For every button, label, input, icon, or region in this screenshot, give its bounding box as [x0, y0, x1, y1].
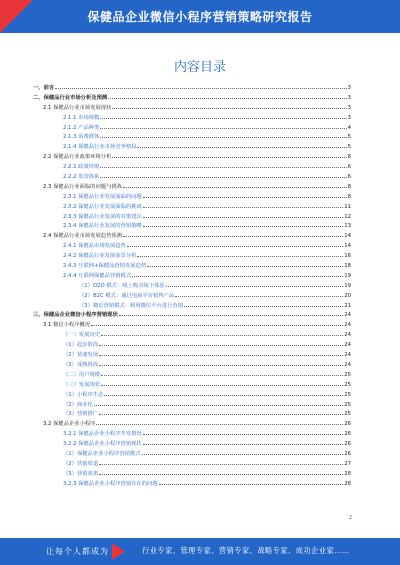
- toc-entry-page: 12: [344, 213, 351, 220]
- toc-leader-dots: [100, 118, 346, 119]
- toc-entry[interactable]: [33, 272, 351, 282]
- toc-leader-dots: [101, 335, 343, 336]
- toc-entry[interactable]: [33, 321, 351, 331]
- toc-entry[interactable]: [33, 410, 351, 420]
- toc-entry[interactable]: [33, 84, 351, 94]
- toc-entry-page: 27: [344, 460, 351, 467]
- toc-entry-title: （3）营销推广: [63, 411, 99, 418]
- toc-entry-title: 2.3.3 保健品行业发展的对策建议: [63, 213, 142, 220]
- toc-entry-page: 19: [344, 272, 351, 279]
- toc-entry[interactable]: [33, 163, 351, 173]
- toc-entry-title: （1）O2O 模式：线上购买线下体验: [79, 282, 165, 289]
- toc-entry-title: 三、保健品企业微信小程序营销现状: [33, 312, 118, 319]
- toc-entry[interactable]: [33, 292, 351, 302]
- toc-entry-title: 2.3.1 保健品行业发展面临的问题: [63, 193, 142, 200]
- footer-arrow-icon: [112, 543, 125, 560]
- toc-entry-title: 2.3 保健品行业面临的问题与挑战: [43, 183, 122, 190]
- toc-entry[interactable]: [33, 242, 351, 252]
- toc-entry-page: 24: [344, 322, 351, 329]
- toc-entry-page: 3: [347, 114, 351, 121]
- toc-leader-dots: [127, 246, 343, 247]
- toc-leader-dots: [101, 375, 343, 376]
- toc-entry-title: 3.2 保健品企业小程序: [43, 421, 96, 428]
- toc-leader-dots: [100, 137, 346, 138]
- toc-entry-title: 2.1.3 消费群体: [63, 134, 100, 141]
- toc-entry-page: 6: [347, 174, 351, 181]
- toc-entry-title: 2.4.3 互联网+保健品营销发展趋势: [63, 263, 147, 270]
- toc-leader-dots: [104, 395, 343, 396]
- report-title: 保健品企业微信小程序营销策略研究报告: [87, 10, 313, 24]
- toc-entry-page: 21: [344, 302, 351, 309]
- toc-entry-page: 24: [344, 332, 351, 339]
- toc-leader-dots: [143, 197, 347, 198]
- toc-entry-title: 3.1 微信小程序概况: [43, 322, 91, 329]
- toc-leader-dots: [99, 474, 343, 475]
- toc-leader-dots: [175, 296, 343, 297]
- toc-entry-title: （2）B2C 模式：通过电商平台销售产品: [79, 292, 175, 299]
- toc-leader-dots: [143, 444, 344, 445]
- toc-entry[interactable]: [33, 311, 351, 321]
- toc-entry-page: 3: [347, 104, 351, 111]
- toc-entry-page: 25: [344, 381, 351, 388]
- toc-entry[interactable]: [33, 420, 351, 430]
- toc-entry-page: 13: [344, 223, 351, 230]
- toc-entry[interactable]: [33, 401, 351, 411]
- toc-entry-title: （2）快速发展: [63, 352, 99, 359]
- toc-entry-title: 一、前言: [33, 85, 55, 91]
- toc-entry-title: 2.2.1 政策环境: [63, 164, 100, 171]
- toc-entry-title: 2.3.2 保健品行业发展面临的挑战: [63, 203, 142, 210]
- toc-entry[interactable]: [33, 173, 351, 183]
- toc-entry[interactable]: [33, 153, 351, 163]
- toc-entry-page: 3: [347, 94, 351, 101]
- toc-leader-dots: [99, 365, 343, 366]
- toc-entry[interactable]: [33, 183, 351, 193]
- toc-entry-page: 5: [347, 144, 351, 151]
- toc-entry-page: 25: [344, 411, 351, 418]
- toc-leader-dots: [99, 464, 343, 465]
- toc-entry-page: 14: [344, 233, 351, 240]
- toc-leader-dots: [99, 345, 343, 346]
- toc-entry-title: （1）起步阶段: [63, 342, 99, 349]
- toc-heading: 内容目录: [173, 60, 226, 75]
- toc-entry[interactable]: [33, 361, 351, 371]
- page-number: 2: [348, 515, 352, 521]
- toc-entry[interactable]: [33, 193, 351, 203]
- toc-entry-title: 2.1.4 保健品行业市场竞争格局: [63, 144, 137, 151]
- toc-entry-title: 2.4.1 保健品市场发展趋势: [63, 243, 126, 250]
- toc-entry-page: 14: [344, 243, 351, 250]
- footer-slogan-right: 行业专家、管理专家、营销专家、战略专家、成功企业家……: [142, 546, 350, 555]
- toc-entry-page: 28: [344, 470, 351, 477]
- toc-entry-title: （2）商业化: [63, 401, 93, 408]
- toc-entry-page: 26: [344, 441, 351, 448]
- toc-entry-title: 3.2.1 保健品企业小程序开发情况: [63, 431, 142, 438]
- toc-entry-page: 20: [344, 292, 351, 299]
- toc-entry-title: （1）小程序生态: [63, 391, 104, 398]
- toc-leader-dots: [143, 217, 344, 218]
- toc-entry[interactable]: [33, 143, 351, 153]
- toc-entry-page: 26: [344, 421, 351, 428]
- toc-entry[interactable]: [33, 94, 351, 104]
- toc-leader-dots: [166, 286, 344, 287]
- toc-entry[interactable]: [33, 450, 351, 460]
- toc-entry[interactable]: [33, 124, 351, 134]
- toc-leader-dots: [100, 128, 346, 129]
- toc-entry-page: 24: [344, 361, 351, 368]
- toc-leader-dots: [137, 256, 343, 257]
- toc-entry-page: 24: [344, 312, 351, 319]
- toc-leader-dots: [119, 315, 343, 316]
- toc-entry[interactable]: [33, 470, 351, 480]
- toc-entry-title: 3.2.2 保健品企业小程序营销现状: [63, 441, 142, 448]
- toc-entry[interactable]: [33, 282, 351, 292]
- toc-leader-dots: [96, 424, 343, 425]
- page-header: [0, 0, 400, 33]
- toc-leader-dots: [143, 434, 344, 435]
- toc-leader-dots: [112, 157, 346, 158]
- toc-entry[interactable]: [33, 133, 351, 143]
- toc-entry-title: 2.1 保健品行业市场发展现状: [43, 104, 112, 111]
- toc-entry-page: 25: [344, 391, 351, 398]
- toc-entry-page: 25: [344, 371, 351, 378]
- toc-entry[interactable]: [33, 371, 351, 381]
- toc-leader-dots: [100, 177, 346, 178]
- toc-entry[interactable]: [33, 430, 351, 440]
- toc-entry-title: （3）成熟阶段: [63, 361, 99, 368]
- toc-leader-dots: [99, 355, 343, 356]
- toc-entry-page: 8: [347, 193, 351, 200]
- toc-entry-page: 26: [344, 450, 351, 457]
- toc-entry-title: （3）微信营销模式：利用微信平台进行营销: [79, 302, 184, 309]
- toc-entry-title: 2.4.4 互联网保健品营销模式: [63, 272, 132, 279]
- toc-entry-page: 28: [344, 480, 351, 487]
- toc-leader-dots: [142, 454, 344, 455]
- toc-entry[interactable]: [33, 213, 351, 223]
- toc-entry-title: 2.3.4 保健品行业发展的营销策略: [63, 223, 142, 230]
- toc-entry-page: 18: [344, 263, 351, 270]
- toc-leader-dots: [112, 108, 346, 109]
- toc-entry-page: 25: [344, 401, 351, 408]
- toc-entry-title: （3）营销效果: [63, 470, 99, 477]
- toc-entry-title: 2.4.2 保健品行业发展前景分析: [63, 253, 137, 260]
- toc-entry[interactable]: [33, 262, 351, 272]
- toc-leader-dots: [91, 325, 343, 326]
- toc-entry-page: 8: [347, 183, 351, 190]
- toc-entry-title: （1）保健品企业小程序营销模式: [63, 450, 141, 457]
- toc-entry[interactable]: [33, 341, 351, 351]
- toc-entry[interactable]: [33, 351, 351, 361]
- toc-leader-dots: [137, 147, 346, 148]
- toc-entry[interactable]: [33, 381, 351, 391]
- toc-entry-title: 2.1.1 市场规模: [63, 114, 100, 121]
- toc-entry[interactable]: [33, 232, 351, 242]
- toc-entry-title: 2.1.2 产品种类: [63, 124, 100, 131]
- toc-entry[interactable]: [33, 104, 351, 114]
- toc-leader-dots: [108, 98, 346, 99]
- toc-entry-title: （二）用户规模: [63, 371, 101, 378]
- toc-leader-dots: [132, 276, 343, 277]
- toc-entry[interactable]: [33, 480, 351, 490]
- toc-entry-page: 24: [344, 342, 351, 349]
- toc-leader-dots: [143, 207, 344, 208]
- page-footer: [0, 538, 400, 565]
- toc-leader-dots: [101, 385, 343, 386]
- toc-entry-page: 3: [347, 85, 351, 91]
- toc-entry-title: （一）发展历史: [63, 332, 101, 339]
- toc-entry[interactable]: [33, 331, 351, 341]
- toc-entry[interactable]: [33, 203, 351, 213]
- toc-entry[interactable]: [33, 302, 351, 312]
- toc-entry[interactable]: [33, 252, 351, 262]
- table-of-contents: [33, 84, 351, 490]
- toc-entry-page: 6: [347, 164, 351, 171]
- toc-entry-title: 3.2.3 保健品企业小程序营销存在的问题: [63, 480, 158, 487]
- footer-slogan-left: 让每个人都成为: [46, 547, 109, 556]
- toc-entry-title: 二、保健品行业市场分析及预测: [33, 94, 108, 101]
- toc-entry-page: 5: [347, 134, 351, 141]
- toc-leader-dots: [55, 88, 346, 89]
- toc-leader-dots: [123, 187, 347, 188]
- toc-leader-dots: [184, 306, 343, 307]
- toc-leader-dots: [94, 405, 343, 406]
- toc-entry-title: 2.4 保健品行业市场发展趋势预测: [43, 233, 122, 240]
- toc-entry-title: 2.2.2 监管体系: [63, 174, 100, 181]
- toc-entry[interactable]: [33, 440, 351, 450]
- toc-leader-dots: [147, 266, 343, 267]
- toc-entry-page: 24: [344, 352, 351, 359]
- toc-entry-page: 26: [344, 431, 351, 438]
- toc-entry[interactable]: [33, 460, 351, 470]
- toc-entry-title: （三）发展现状: [63, 381, 101, 388]
- toc-entry-page: 19: [344, 282, 351, 289]
- toc-leader-dots: [100, 167, 346, 168]
- toc-leader-dots: [123, 236, 343, 237]
- toc-entry-page: 16: [344, 253, 351, 260]
- toc-entry[interactable]: [33, 114, 351, 124]
- toc-entry-page: 4: [347, 124, 351, 131]
- toc-entry-title: 2.2 保健品行业政策环境分析: [43, 154, 112, 161]
- toc-entry[interactable]: [33, 222, 351, 232]
- toc-entry-page: 11: [344, 203, 351, 210]
- toc-leader-dots: [159, 484, 344, 485]
- toc-entry-title: （2）营销渠道: [63, 460, 99, 467]
- toc-leader-dots: [99, 414, 343, 415]
- toc-entry-page: 6: [347, 154, 351, 161]
- toc-entry[interactable]: [33, 391, 351, 401]
- toc-leader-dots: [143, 226, 344, 227]
